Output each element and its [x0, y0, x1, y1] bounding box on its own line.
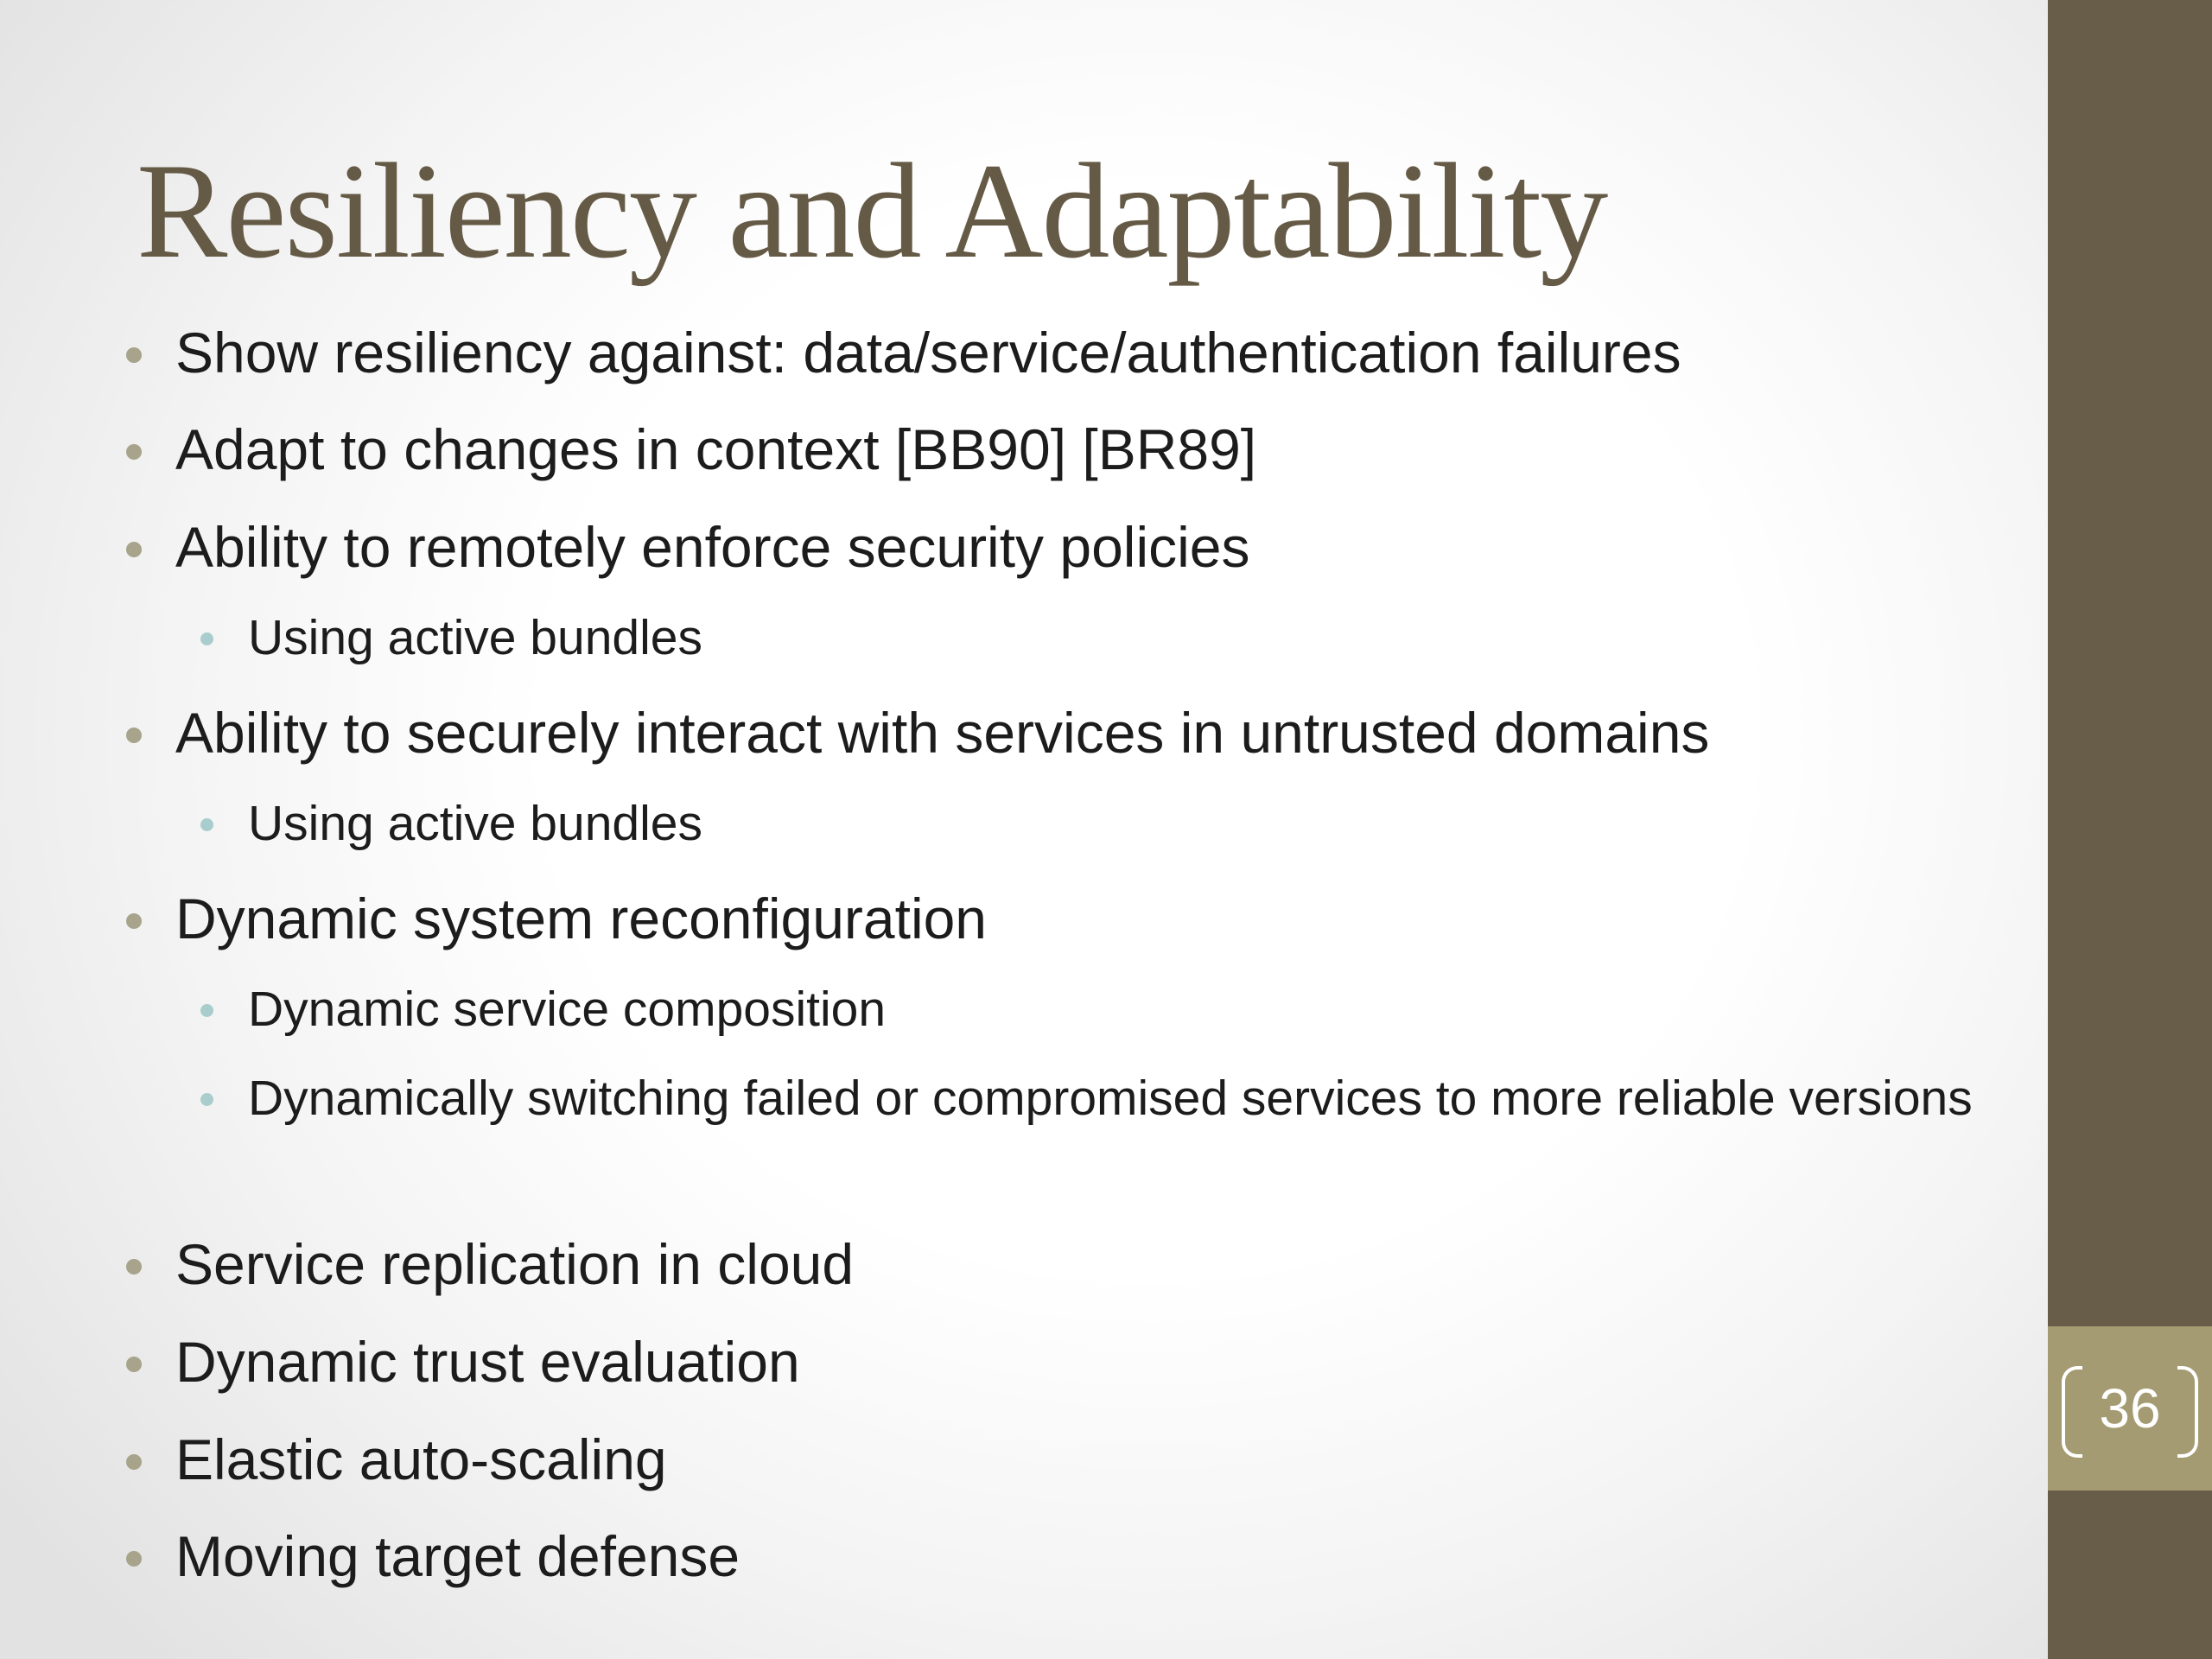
slide-title: Resiliency and Adaptability: [137, 136, 1607, 287]
bullet-text: Adapt to changes in context [BB90] [BR89]: [175, 417, 1257, 481]
bullet-item: [175, 415, 1256, 484]
bullet-item: [175, 884, 987, 953]
bullet-item: [175, 512, 1250, 582]
sub-bullet-dot-icon: [200, 632, 213, 645]
bullet-dot-icon: [126, 728, 142, 743]
bullet-text: Dynamic system reconfiguration: [175, 887, 988, 950]
page-number: 36: [2099, 1377, 2161, 1440]
bullet-text: Ability to remotely enforce security policies: [175, 515, 1250, 579]
bullet-text: Service replication in cloud: [175, 1232, 855, 1296]
sub-bullet-dot-icon: [200, 1093, 213, 1106]
bullet-item: [175, 1425, 667, 1494]
bullet-dot-icon: [126, 1454, 142, 1470]
sub-bullet-dot-icon: [200, 1004, 213, 1017]
bullet-dot-icon: [126, 444, 142, 460]
bullet-text: Elastic auto-scaling: [175, 1427, 667, 1491]
bullet-text: Moving target defense: [175, 1524, 741, 1588]
bullet-text: Show resiliency against: data/service/authentication failures: [175, 321, 1681, 385]
bullet-dot-icon: [126, 913, 142, 929]
sub-bullet-text: Using active bundles: [248, 610, 702, 665]
sub-bullet-item: [248, 601, 702, 674]
bullet-item: [175, 698, 1709, 767]
bullet-item: [175, 1230, 854, 1299]
bullet-item: [175, 1522, 740, 1591]
sub-bullet-item: [248, 787, 702, 860]
bullet-dot-icon: [126, 542, 142, 557]
bullet-dot-icon: [126, 347, 142, 363]
bullet-dot-icon: [126, 1357, 142, 1372]
sub-bullet-text: Using active bundles: [248, 796, 702, 851]
bullet-item: [175, 318, 1681, 387]
bullet-item: [175, 1327, 800, 1396]
sub-bullet-item: [248, 973, 886, 1046]
right-bracket-icon: [2177, 1366, 2198, 1458]
bullet-text: Ability to securely interact with services in untrusted domains: [175, 701, 1710, 765]
sub-bullet-text: Dynamic service composition: [248, 982, 887, 1037]
sub-bullet-dot-icon: [200, 818, 213, 831]
page-number-box: [2048, 1326, 2212, 1491]
bullet-dot-icon: [126, 1551, 142, 1567]
bullet-text: Dynamic trust evaluation: [175, 1330, 800, 1394]
sub-bullet-text: Dynamically switching failed or compromised services to more reliable versions: [248, 1071, 1973, 1126]
sub-bullet-item: [248, 1062, 2028, 1135]
bullet-dot-icon: [126, 1259, 142, 1274]
